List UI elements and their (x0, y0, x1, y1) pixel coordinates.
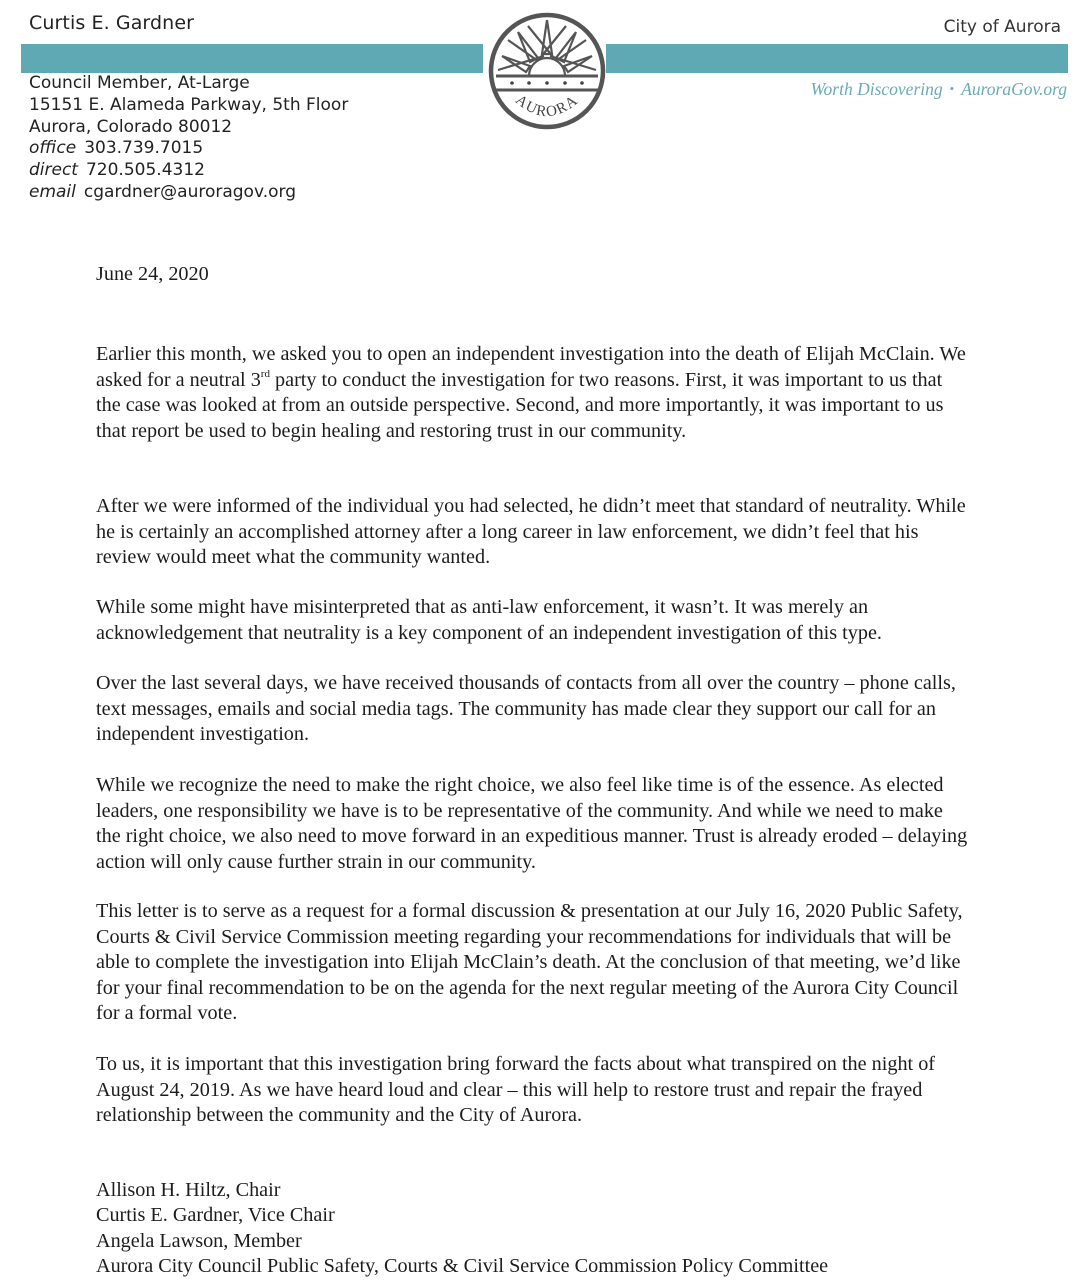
address-line-2: Aurora, Colorado 80012 (29, 116, 233, 137)
paragraph-7: To us, it is important that this investigation bring forward the facts about what transpired on the night of August 24, 2019. As we have heard loud and clear – this will help to restore trust and repair the frayed relationship between the community and the City of Aurora. (96, 1053, 936, 1126)
paragraph-4: Over the last several days, we have received thousands of contacts from all over the country – phone calls, text messages, emails and social media tags. The community has made clear they support our call for an independent investigation. (96, 672, 956, 745)
city-name: City of Aurora (943, 17, 1061, 37)
committee-name: Aurora City Council Public Safety, Courts & Civil Service Commission Policy Committee (96, 1255, 829, 1278)
email-address[interactable]: cgardner@auroragov.org (83, 181, 296, 202)
direct-phone[interactable]: 720.505.4312 (85, 160, 205, 181)
paragraph-text: party to conduct the investigation for two reasons. First, it was important to us that the case was looked at from an outside perspective. Second, and more importantly, it was important to us that report be used to begin healing and restoring trust in our community. (96, 368, 944, 442)
paragraph-6: This letter is to serve as a request for a formal discussion & presentation at our July 16, 2020 Public Safety, Courts & Civil Service Commission meeting regarding your recommendations for individuals that will be able to complete the investigation into Elijah McClain’s death. At the conclusion of that meeting, we’d like for your final recommendation to be on the agenda for the next regular meeting of the Aurora City Council for a formal vote. (96, 900, 963, 1024)
paragraph-1 (96, 342, 968, 444)
paragraph-text: Earlier this month, we asked you to open an independent investigation into the death of Elijah McClain. We asked for a neutral 3 (96, 343, 966, 391)
contact-label: office (29, 138, 77, 159)
website-link[interactable]: AuroraGov.org (961, 79, 1067, 99)
paragraph-2: After we were informed of the individual you had selected, he didn’t meet that standard of neutrality. While he is certainly an accomplished attorney after a long career in law enforcement, we didn’t feel that his review would meet what the community wanted. (96, 495, 966, 568)
ordinal-suffix: rd (260, 367, 270, 380)
contact-label: direct (29, 160, 78, 181)
letterhead-bar-left (21, 44, 483, 73)
sender-title: Council Member, At-Large (29, 73, 250, 93)
letterhead-bar-right (606, 44, 1068, 73)
aurora-seal-logo-icon (488, 12, 606, 130)
tagline-slogan: Worth Discovering (810, 79, 943, 99)
paragraph-3: While some might have misinterpreted that as anti-law enforcement, it wasn’t. It was merely an acknowledgement that neutrality is a key component of an independent investigation of this type. (96, 596, 882, 644)
tagline (811, 79, 1067, 100)
signatory-vice-chair: Curtis E. Gardner, Vice Chair (96, 1204, 335, 1227)
contact-direct (29, 160, 348, 182)
paragraph-5: While we recognize the need to make the right choice, we also feel like time is of the essence. As elected leaders, one responsibility we have is to be representative of the community. And while we need to make the right choice, we also need to move forward in an expeditious manner. Trust is already eroded – delaying action will only cause further strain in our community. (96, 774, 968, 873)
sender-name: Curtis E. Gardner (29, 12, 195, 34)
signatory-chair: Allison H. Hiltz, Chair (96, 1179, 281, 1201)
letter-date: June 24, 2020 (96, 263, 209, 285)
signature-block (96, 1178, 828, 1280)
bullet-icon: • (949, 81, 955, 96)
sender-info (29, 73, 348, 204)
office-phone[interactable]: 303.739.7015 (84, 138, 204, 159)
contact-email (29, 182, 348, 204)
address-line-1: 15151 E. Alameda Parkway, 5th Floor (29, 94, 349, 115)
logo-text: AURORA (512, 92, 582, 121)
contact-office (29, 138, 348, 160)
signatory-member: Angela Lawson, Member (96, 1229, 302, 1252)
contact-label: email (29, 181, 76, 202)
